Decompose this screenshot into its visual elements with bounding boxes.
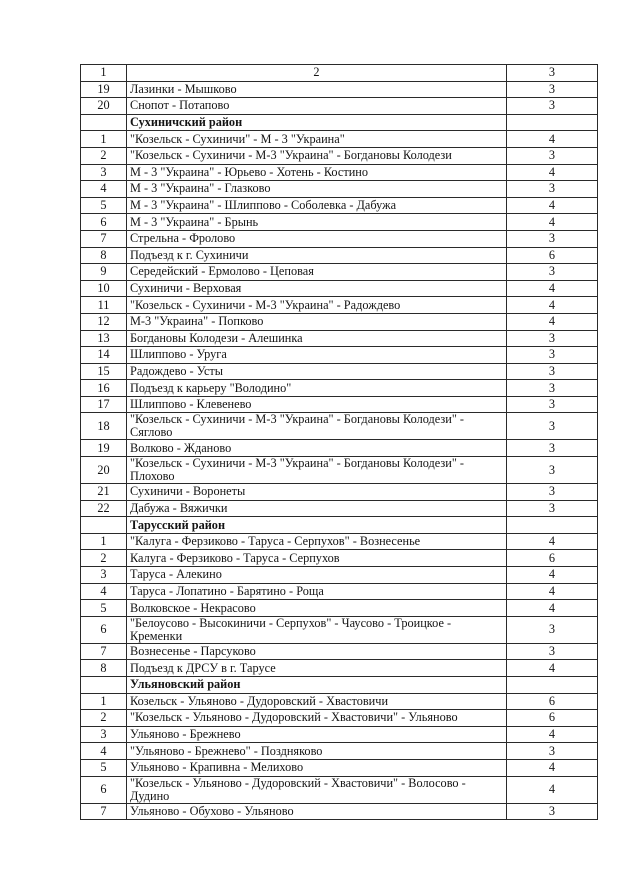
- table-row: [81, 440, 598, 457]
- road-name: Шлиппово - Уруга: [127, 347, 507, 364]
- table-row: [81, 803, 598, 820]
- road-name: М - 3 "Украина" - Юрьево - Хотень - Костино: [127, 164, 507, 181]
- row-number: 19: [81, 440, 127, 457]
- road-name: Радождево - Усты: [127, 363, 507, 380]
- road-category: 4: [507, 297, 598, 314]
- row-number: 9: [81, 264, 127, 281]
- district-heading-empty-cell: [81, 677, 127, 694]
- road-category: 3: [507, 98, 598, 115]
- table-row: [81, 363, 598, 380]
- table-row: [81, 330, 598, 347]
- table-row: [81, 396, 598, 413]
- road-name: Сухиничи - Верховая: [127, 280, 507, 297]
- table-row: [81, 743, 598, 760]
- road-name: "Козельск - Сухиничи - М-3 "Украина" - Радождево: [127, 297, 507, 314]
- road-name: Дабужа - Вяжички: [127, 500, 507, 517]
- road-name: "Калуга - Ферзиково - Таруса - Серпухов" - Вознесенье: [127, 533, 507, 550]
- road-name: Ульяново - Крапивна - Мелихово: [127, 759, 507, 776]
- road-category: 4: [507, 726, 598, 743]
- table-header-row: [81, 65, 598, 82]
- road-name: Волковское - Некрасово: [127, 600, 507, 617]
- table-row: [81, 457, 598, 484]
- road-category: 6: [507, 693, 598, 710]
- road-category: 4: [507, 759, 598, 776]
- road-name: Подъезд к ДРСУ в г. Тарусе: [127, 660, 507, 677]
- table-row: [81, 264, 598, 281]
- road-category: 6: [507, 550, 598, 567]
- table-body: [81, 65, 598, 820]
- table-row: [81, 759, 598, 776]
- table-row: [81, 583, 598, 600]
- road-category: 3: [507, 500, 598, 517]
- table-row: [81, 567, 598, 584]
- row-number: 20: [81, 457, 127, 484]
- road-name: Стрельна - Фролово: [127, 230, 507, 247]
- row-number: 1: [81, 533, 127, 550]
- road-name: М - 3 "Украина" - Шлиппово - Соболевка - Дабужа: [127, 197, 507, 214]
- table-row: [81, 131, 598, 148]
- road-name: Ульяново - Брежнево: [127, 726, 507, 743]
- road-category: 3: [507, 81, 598, 98]
- row-number: 5: [81, 197, 127, 214]
- table-row: [81, 313, 598, 330]
- road-category: 3: [507, 347, 598, 364]
- table-row: [81, 533, 598, 550]
- table-row: [81, 776, 598, 803]
- road-name: "Козельск - Ульяново - Дудоровский - Хвастовичи" - Ульяново: [127, 710, 507, 727]
- district-heading-empty-cell: [507, 114, 598, 131]
- road-name: Шлиппово - Клевенево: [127, 396, 507, 413]
- table-row: [81, 380, 598, 397]
- table-row: [81, 197, 598, 214]
- row-number: 10: [81, 280, 127, 297]
- road-category: 3: [507, 363, 598, 380]
- table-row: [81, 214, 598, 231]
- row-number: 21: [81, 484, 127, 501]
- row-number: 4: [81, 583, 127, 600]
- table-row: [81, 98, 598, 115]
- row-number: 7: [81, 230, 127, 247]
- road-name: Волково - Жданово: [127, 440, 507, 457]
- district-heading-row: [81, 677, 598, 694]
- table-row: [81, 280, 598, 297]
- road-list-table: [80, 64, 598, 820]
- row-number: 3: [81, 164, 127, 181]
- table-row: [81, 660, 598, 677]
- row-number: 2: [81, 710, 127, 727]
- road-name: Ульяново - Обухово - Ульяново: [127, 803, 507, 820]
- row-number: 4: [81, 181, 127, 198]
- row-number: 2: [81, 147, 127, 164]
- road-name: Козельск - Ульяново - Дудоровский - Хвастовичи: [127, 693, 507, 710]
- row-number: 19: [81, 81, 127, 98]
- district-heading-empty-cell: [81, 517, 127, 534]
- table-row: [81, 600, 598, 617]
- row-number: 5: [81, 600, 127, 617]
- road-category: 4: [507, 280, 598, 297]
- table-row: [81, 181, 598, 198]
- road-name: "Ульяново - Брежнево" - Поздняково: [127, 743, 507, 760]
- road-category: 3: [507, 484, 598, 501]
- header-col-category: 3: [507, 65, 598, 82]
- district-heading-empty-cell: [507, 677, 598, 694]
- road-category: 4: [507, 567, 598, 584]
- table-row: [81, 693, 598, 710]
- road-category: 4: [507, 533, 598, 550]
- road-name: Подъезд к г. Сухиничи: [127, 247, 507, 264]
- road-name: "Козельск - Сухиничи - М-3 "Украина" - Богдановы Колодези" - Сяглово: [127, 413, 507, 440]
- road-category: 3: [507, 264, 598, 281]
- road-name: Богдановы Колодези - Алешинка: [127, 330, 507, 347]
- road-category: 3: [507, 380, 598, 397]
- road-category: 4: [507, 660, 598, 677]
- row-number: 2: [81, 550, 127, 567]
- table-row: [81, 643, 598, 660]
- road-name: "Козельск - Сухиничи - М-3 "Украина" - Богдановы Колодези: [127, 147, 507, 164]
- road-category: 3: [507, 440, 598, 457]
- road-category: 3: [507, 743, 598, 760]
- road-category: 4: [507, 600, 598, 617]
- district-heading: Тарусский район: [127, 517, 507, 534]
- table-row: [81, 616, 598, 643]
- road-category: 4: [507, 583, 598, 600]
- district-heading: Сухиничский район: [127, 114, 507, 131]
- road-category: 3: [507, 413, 598, 440]
- road-category: 3: [507, 147, 598, 164]
- road-name: Снопот - Потапово: [127, 98, 507, 115]
- row-number: 1: [81, 131, 127, 148]
- table-row: [81, 81, 598, 98]
- table-row: [81, 297, 598, 314]
- road-category: 6: [507, 247, 598, 264]
- road-name: М - 3 "Украина" - Глазково: [127, 181, 507, 198]
- road-category: 4: [507, 214, 598, 231]
- road-category: 3: [507, 396, 598, 413]
- road-name: Сухиничи - Воронеты: [127, 484, 507, 501]
- road-name: Вознесенье - Парсуково: [127, 643, 507, 660]
- row-number: 3: [81, 726, 127, 743]
- row-number: 22: [81, 500, 127, 517]
- row-number: 15: [81, 363, 127, 380]
- row-number: 3: [81, 567, 127, 584]
- road-name: Подъезд к карьеру "Володино": [127, 380, 507, 397]
- road-category: 3: [507, 643, 598, 660]
- row-number: 17: [81, 396, 127, 413]
- road-name: Середейский - Ермолово - Цеповая: [127, 264, 507, 281]
- road-category: 6: [507, 710, 598, 727]
- table-row: [81, 164, 598, 181]
- road-category: 4: [507, 131, 598, 148]
- table-row: [81, 413, 598, 440]
- row-number: 16: [81, 380, 127, 397]
- row-number: 20: [81, 98, 127, 115]
- row-number: 6: [81, 214, 127, 231]
- road-name: М - 3 "Украина" - Брынь: [127, 214, 507, 231]
- row-number: 6: [81, 616, 127, 643]
- district-heading-empty-cell: [81, 114, 127, 131]
- row-number: 13: [81, 330, 127, 347]
- row-number: 8: [81, 660, 127, 677]
- table-row: [81, 710, 598, 727]
- road-category: 3: [507, 330, 598, 347]
- table-row: [81, 230, 598, 247]
- row-number: 7: [81, 803, 127, 820]
- road-category: 4: [507, 164, 598, 181]
- header-col-name: 2: [127, 65, 507, 82]
- row-number: 7: [81, 643, 127, 660]
- road-category: 4: [507, 197, 598, 214]
- road-category: 3: [507, 616, 598, 643]
- district-heading-empty-cell: [507, 517, 598, 534]
- road-name: "Козельск - Сухиничи" - М - 3 "Украина": [127, 131, 507, 148]
- row-number: 6: [81, 776, 127, 803]
- road-name: Калуга - Ферзиково - Таруса - Серпухов: [127, 550, 507, 567]
- road-category: 4: [507, 313, 598, 330]
- table-row: [81, 500, 598, 517]
- road-category: 4: [507, 776, 598, 803]
- table-row: [81, 147, 598, 164]
- district-heading-row: [81, 517, 598, 534]
- table-row: [81, 484, 598, 501]
- district-heading: Ульяновский район: [127, 677, 507, 694]
- road-name: М-3 "Украина" - Попково: [127, 313, 507, 330]
- table-row: [81, 726, 598, 743]
- road-category: 3: [507, 457, 598, 484]
- row-number: 14: [81, 347, 127, 364]
- road-name: Таруса - Лопатино - Барятино - Роща: [127, 583, 507, 600]
- district-heading-row: [81, 114, 598, 131]
- row-number: 5: [81, 759, 127, 776]
- road-category: 3: [507, 181, 598, 198]
- row-number: 18: [81, 413, 127, 440]
- table-row: [81, 550, 598, 567]
- road-name: "Козельск - Ульяново - Дудоровский - Хвастовичи" - Волосово - Дудино: [127, 776, 507, 803]
- road-category: 3: [507, 230, 598, 247]
- road-name: Таруса - Алекино: [127, 567, 507, 584]
- road-name: "Белоусово - Высокиничи - Серпухов" - Чаусово - Троицкое - Кременки: [127, 616, 507, 643]
- table-row: [81, 347, 598, 364]
- row-number: 1: [81, 693, 127, 710]
- header-col-number: 1: [81, 65, 127, 82]
- row-number: 8: [81, 247, 127, 264]
- road-category: 3: [507, 803, 598, 820]
- table-row: [81, 247, 598, 264]
- road-name: Лазинки - Мышково: [127, 81, 507, 98]
- row-number: 12: [81, 313, 127, 330]
- road-name: "Козельск - Сухиничи - М-3 "Украина" - Богдановы Колодези" - Плохово: [127, 457, 507, 484]
- row-number: 4: [81, 743, 127, 760]
- row-number: 11: [81, 297, 127, 314]
